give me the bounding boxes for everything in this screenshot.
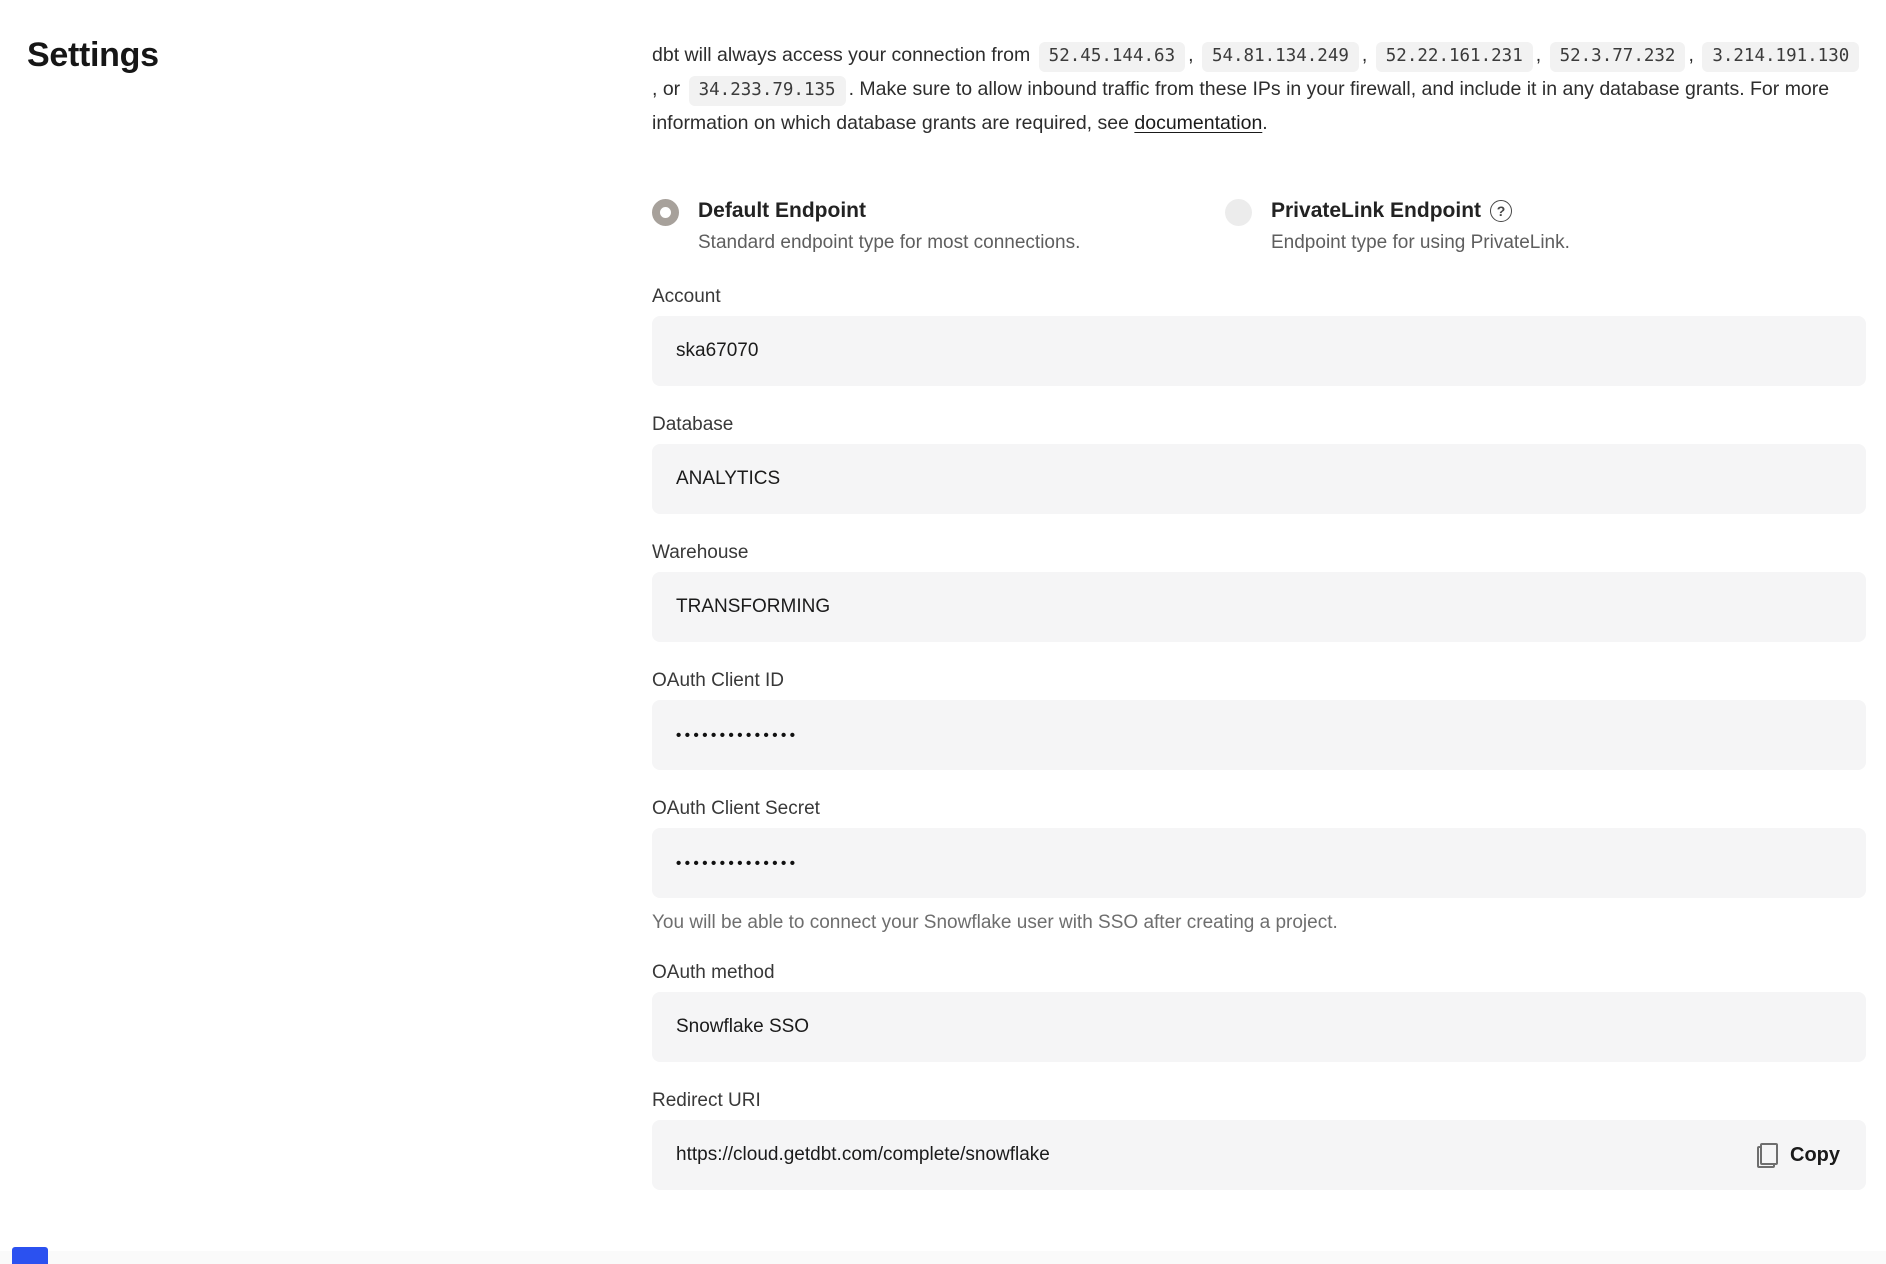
partial-blue-button[interactable] bbox=[12, 1247, 48, 1264]
oauth-client-secret-label: OAuth Client Secret bbox=[652, 798, 820, 819]
endpoint-option-label: PrivateLink Endpoint bbox=[1271, 199, 1482, 222]
redirect-uri-box bbox=[652, 1120, 1866, 1190]
separator-text: . bbox=[1262, 112, 1268, 134]
oauth-client-id-label: OAuth Client ID bbox=[652, 670, 784, 691]
field-oauth-method bbox=[652, 962, 1866, 1062]
field-oauth-client-id bbox=[652, 670, 1866, 770]
field-redirect-uri bbox=[652, 1090, 1866, 1190]
radio-default-endpoint[interactable] bbox=[652, 199, 679, 226]
radio-privatelink-endpoint[interactable] bbox=[1225, 199, 1252, 226]
ip-address-chip: 3.214.191.130 bbox=[1702, 42, 1859, 72]
warehouse-label: Warehouse bbox=[652, 542, 749, 563]
documentation-link[interactable]: documentation bbox=[1134, 112, 1263, 134]
help-icon[interactable]: ? bbox=[1490, 200, 1512, 222]
footer-strip bbox=[0, 1251, 1886, 1264]
field-database bbox=[652, 414, 1866, 514]
oauth-method-input[interactable] bbox=[652, 992, 1866, 1062]
sso-helper-text: You will be able to connect your Snowflake user with SSO after creating a project. bbox=[652, 912, 1338, 933]
ip-address-chip: 52.45.144.63 bbox=[1039, 42, 1185, 72]
ip-address-chip: 34.233.79.135 bbox=[689, 76, 846, 106]
endpoint-option-label: Default Endpoint bbox=[698, 199, 866, 222]
separator-text: , bbox=[1361, 44, 1368, 66]
endpoint-option-default[interactable] bbox=[652, 196, 1225, 259]
notice-text: . Make sure to allow inbound traffic from these IPs in your firewall, and include it in any database grants. For more information on which database grants are required, see bbox=[652, 78, 1830, 134]
warehouse-input[interactable] bbox=[652, 572, 1866, 642]
account-label: Account bbox=[652, 286, 721, 307]
connection-form bbox=[652, 286, 1866, 1190]
oauth-method-label: OAuth method bbox=[652, 962, 775, 983]
field-warehouse bbox=[652, 542, 1866, 642]
notice-text: dbt will always access your connection from bbox=[652, 44, 1031, 66]
copy-icon bbox=[1757, 1143, 1778, 1168]
database-input[interactable] bbox=[652, 444, 1866, 514]
separator-text: , bbox=[1188, 44, 1194, 66]
endpoint-type-selector bbox=[652, 196, 1866, 259]
endpoint-option-privatelink[interactable] bbox=[1225, 196, 1570, 259]
separator-text: , bbox=[1688, 44, 1694, 66]
page-title: Settings bbox=[27, 36, 159, 74]
oauth-client-id-input[interactable] bbox=[652, 700, 1866, 770]
field-oauth-client-secret bbox=[652, 798, 1866, 934]
redirect-uri-input[interactable] bbox=[652, 1120, 1757, 1190]
redirect-uri-label: Redirect URI bbox=[652, 1090, 761, 1111]
endpoint-option-description: Endpoint type for using PrivateLink. bbox=[1271, 232, 1570, 253]
ip-address-chip: 52.22.161.231 bbox=[1376, 42, 1533, 72]
endpoint-option-description: Standard endpoint type for most connections. bbox=[698, 232, 1081, 253]
account-input[interactable] bbox=[652, 316, 1866, 386]
field-account bbox=[652, 286, 1866, 386]
ip-address-chip: 52.3.77.232 bbox=[1550, 42, 1686, 72]
database-label: Database bbox=[652, 414, 734, 435]
ip-allowlist-notice bbox=[652, 38, 1866, 140]
separator-text: , or bbox=[652, 78, 681, 100]
ip-address-chip: 54.81.134.249 bbox=[1202, 42, 1359, 72]
oauth-client-secret-input[interactable] bbox=[652, 828, 1866, 898]
connection-settings-panel bbox=[652, 38, 1866, 1218]
copy-button[interactable] bbox=[1757, 1143, 1840, 1168]
copy-button-label: Copy bbox=[1790, 1143, 1840, 1166]
separator-text: , bbox=[1535, 44, 1542, 66]
